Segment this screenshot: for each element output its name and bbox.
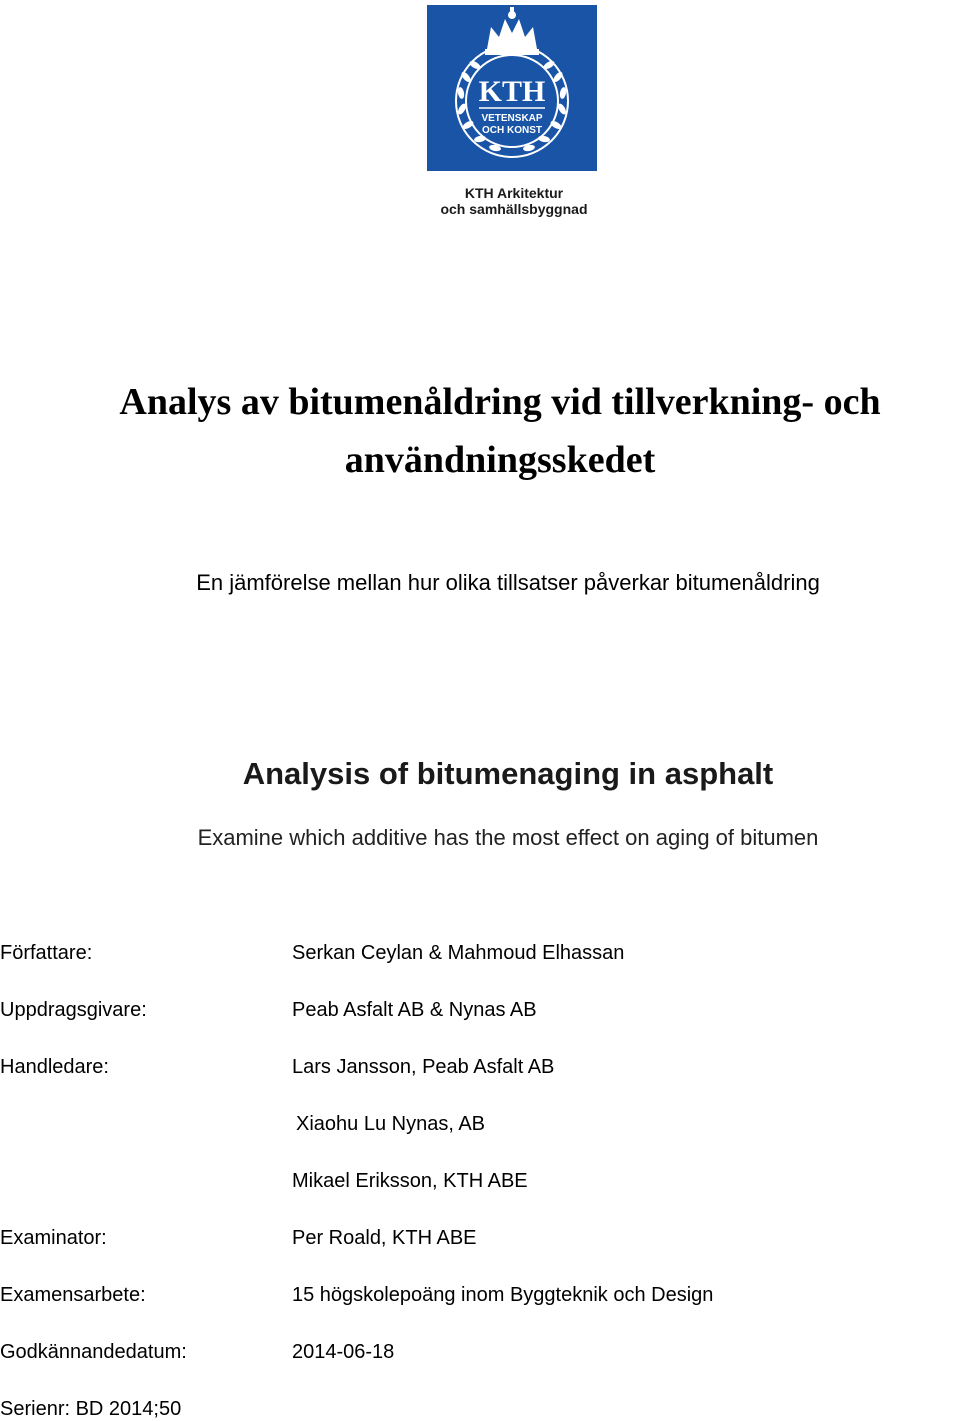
supervisor-1: Lars Jansson, Peab Asfalt AB xyxy=(292,1056,555,1078)
kth-logo-line1: VETENSKAP xyxy=(481,113,543,124)
kth-logo-name: KTH xyxy=(478,75,546,108)
serial-number: Serienr: BD 2014;50 xyxy=(0,1398,182,1420)
supervisor-3: Mikael Eriksson, KTH ABE xyxy=(292,1170,528,1192)
approval-date-label: Godkännandedatum: xyxy=(0,1341,187,1363)
examiner-label: Examinator: xyxy=(0,1227,107,1249)
kth-seal-icon xyxy=(427,5,597,171)
thesis-value: 15 högskolepoäng inom Byggteknik och Design xyxy=(292,1284,714,1306)
school-name-line1: KTH Arkitektur xyxy=(464,185,564,201)
title-english: Analysis of bitumenaging in asphalt xyxy=(242,756,774,791)
client-label: Uppdragsgivare: xyxy=(0,999,147,1021)
supervisor-2: Xiaohu Lu Nynas, AB xyxy=(296,1113,486,1135)
examiner-value: Per Roald, KTH ABE xyxy=(292,1227,477,1249)
supervisor-label: Handledare: xyxy=(0,1056,109,1078)
authors-label: Författare: xyxy=(0,942,93,964)
subtitle-swedish: En jämförelse mellan hur olika tillsatser påverkar bitumenåldring xyxy=(196,570,820,595)
thesis-label: Examensarbete: xyxy=(0,1284,146,1306)
title-swedish-line2: användningsskedet xyxy=(344,439,656,481)
school-name-line2: och samhällsbyggnad xyxy=(440,201,588,217)
subtitle-english: Examine which additive has the most effect on aging of bitumen xyxy=(197,825,819,850)
approval-date-value: 2014-06-18 xyxy=(292,1341,395,1363)
title-swedish-line1: Analys av bitumenåldring vid tillverkning- och xyxy=(119,381,881,423)
client-value: Peab Asfalt AB & Nynas AB xyxy=(292,999,537,1021)
kth-logo xyxy=(427,5,597,171)
kth-logo-line2: OCH KONST xyxy=(482,125,542,136)
authors-value: Serkan Ceylan & Mahmoud Elhassan xyxy=(292,942,625,964)
